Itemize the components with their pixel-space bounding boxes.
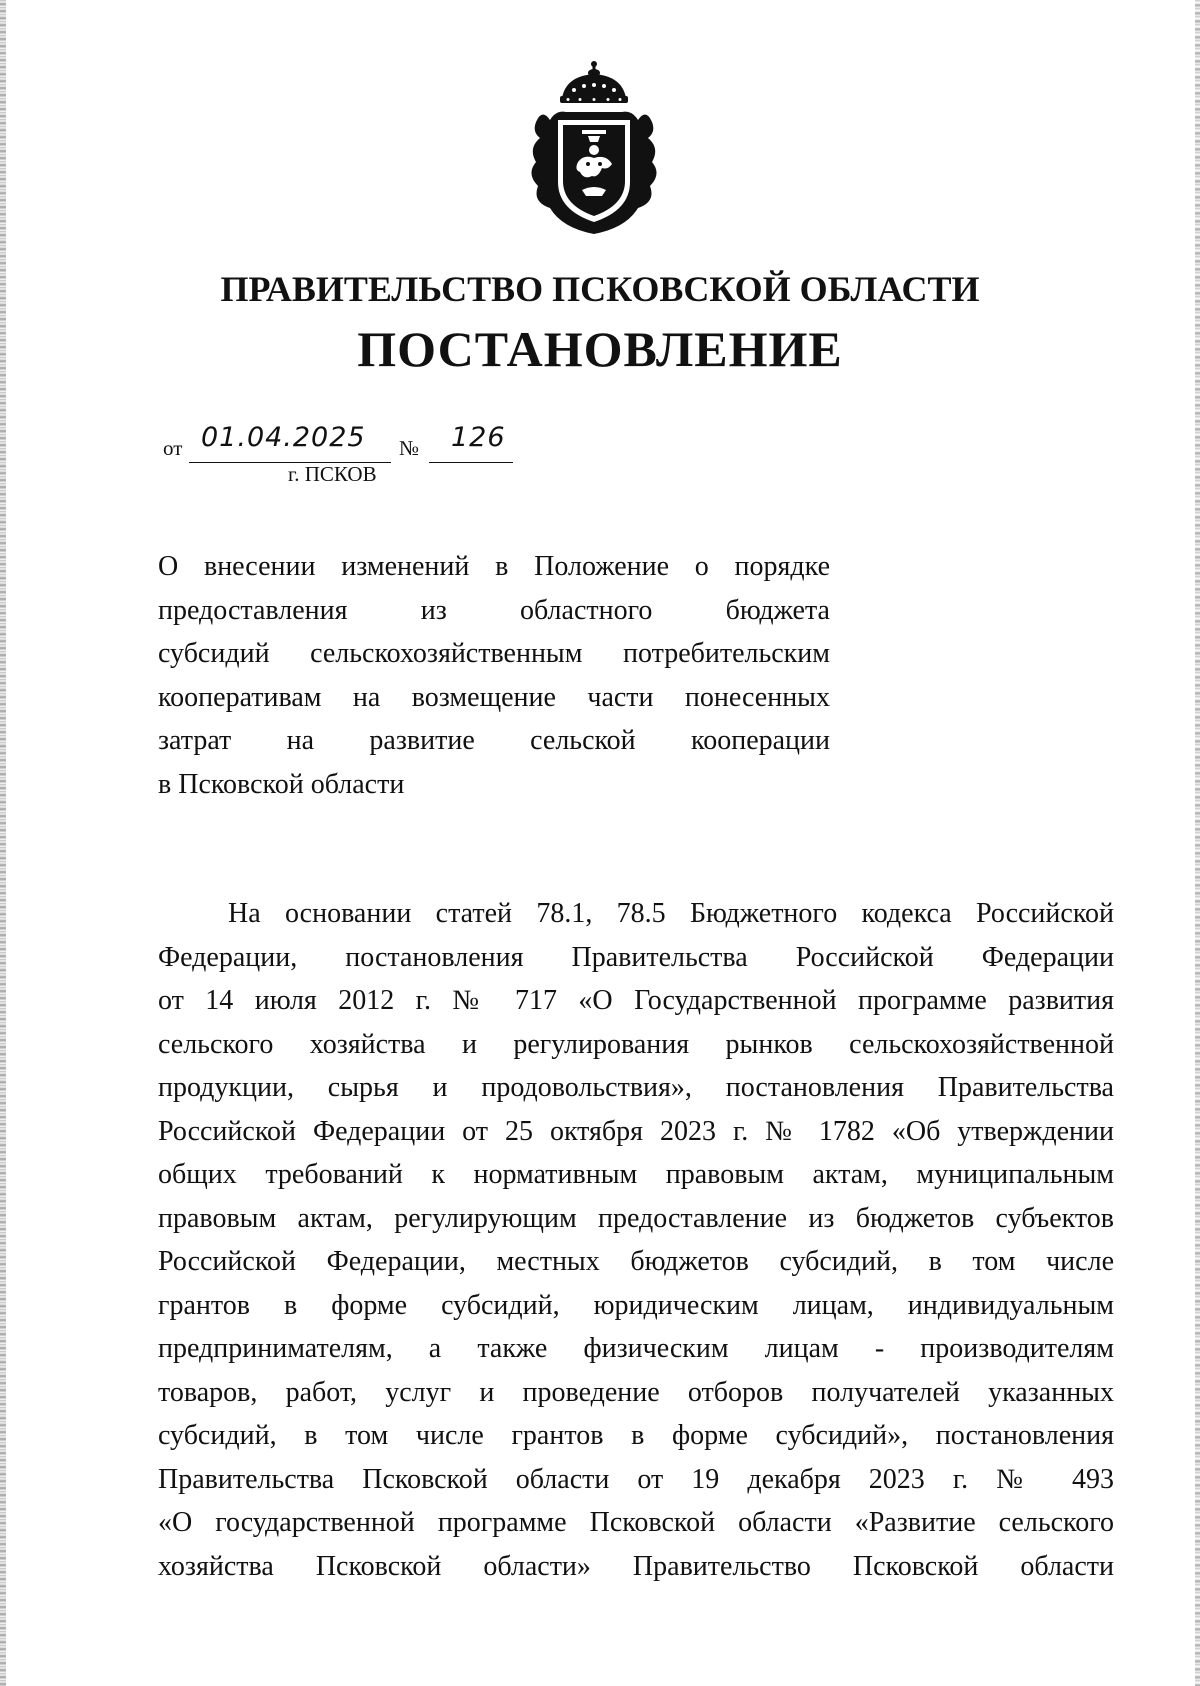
body-line: субсидий, в том числе грантов в форме субсидий», постановления [158, 1420, 1114, 1451]
subject-line: предоставления из областного бюджета [158, 594, 830, 626]
body-line: грантов в форме субсидий, юридическим лицам, индивидуальным [158, 1289, 1114, 1321]
body-line: товаров, работ, услуг и проведение отборов получателей указанных [158, 1376, 1114, 1408]
body-line: Российской Федерации от 25 октября 2023 г. № 1782 «Об утверждении [158, 1115, 1114, 1147]
body-line: предпринимателям, а также физическим лицам - производителям [158, 1333, 1114, 1364]
body-line: Российской Федерации, местных бюджетов субсидий, в том числе [158, 1246, 1114, 1277]
scan-edge-right [1195, 0, 1200, 1686]
subject-line: кооперативам на возмещение части понесенных [158, 681, 830, 713]
date-label: от [163, 436, 183, 460]
number-underline [429, 462, 513, 463]
city-label: г. ПСКОВ [288, 462, 377, 486]
pskov-coat-of-arms-icon [522, 58, 666, 238]
subject-line: О внесении изменений в Положение о порядке [158, 551, 830, 582]
government-title: ПРАВИТЕЛЬСТВО ПСКОВСКОЙ ОБЛАСТИ [220, 269, 980, 309]
number-label: № [399, 436, 420, 460]
body-line: На основании статей 78.1, 78.5 Бюджетного кодекса Российской [228, 898, 1114, 929]
subject-line: затрат на развитие сельской кооперации [158, 725, 830, 756]
body-line: общих требований к нормативным правовым актам, муниципальным [158, 1159, 1114, 1190]
number-value: 126 [451, 422, 506, 453]
body-line: правовым актам, регулирующим предоставление из бюджетов субъектов [158, 1202, 1114, 1234]
body-line: Правительства Псковской области от 19 декабря 2023 г. № 493 [158, 1463, 1114, 1495]
body-line: Федерации, постановления Правительства Российской Федерации [158, 941, 1114, 973]
subject-line: в Псковской области [158, 768, 405, 800]
document-type-title: ПОСТАНОВЛЕНИЕ [357, 321, 843, 377]
body-line: сельского хозяйства и регулирования рынков сельскохозяйственной [158, 1028, 1114, 1060]
body-line: «О государственной программе Псковской области «Развитие сельского [158, 1507, 1114, 1538]
body-paragraph [158, 892, 1114, 1588]
body-line: хозяйства Псковской области» Правительство Псковской области [158, 1550, 1114, 1582]
document-subject [158, 545, 830, 806]
body-line: продукции, сырья и продовольствия», постановления Правительства [158, 1072, 1114, 1103]
date-value: 01.04.2025 [201, 422, 366, 453]
scan-edge-left [0, 0, 6, 1686]
subject-line: субсидий сельскохозяйственным потребительским [158, 638, 830, 669]
body-line: от 14 июля 2012 г. № 717 «О Государственной программе развития [158, 985, 1114, 1016]
